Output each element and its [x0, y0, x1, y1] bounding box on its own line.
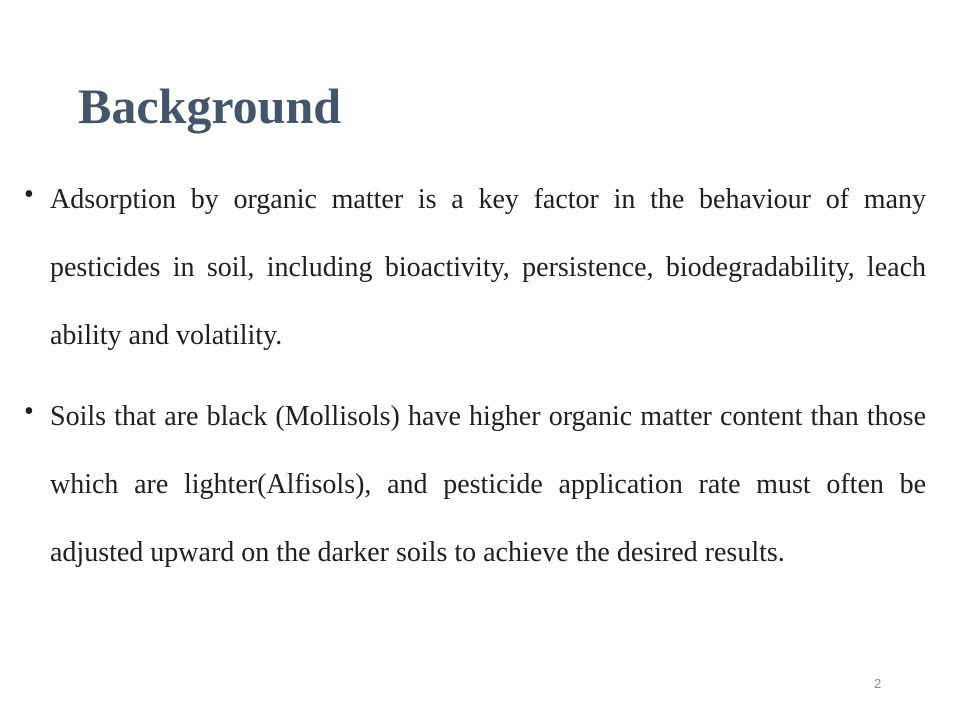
bullet-list [24, 166, 926, 587]
bullet-text: Soils that are black (Mollisols) have higher organic matter content than those which are lighter(Alfisols), and pesticide application rate must often be adjusted upward on the darker soils to achieve the desired results. [50, 401, 926, 568]
bullet-icon: • [24, 179, 34, 210]
bullet-text: Adsorption by organic matter is a key factor in the behaviour of many pesticides in soil, including bioactivity, persistence, biodegradability, leach ability and volatility. [50, 184, 926, 351]
bullet-icon: • [24, 396, 34, 427]
slide-title: Background [78, 78, 342, 134]
bullet-item [24, 166, 926, 370]
page-number: 2 [874, 676, 882, 691]
bullet-item [24, 383, 926, 587]
